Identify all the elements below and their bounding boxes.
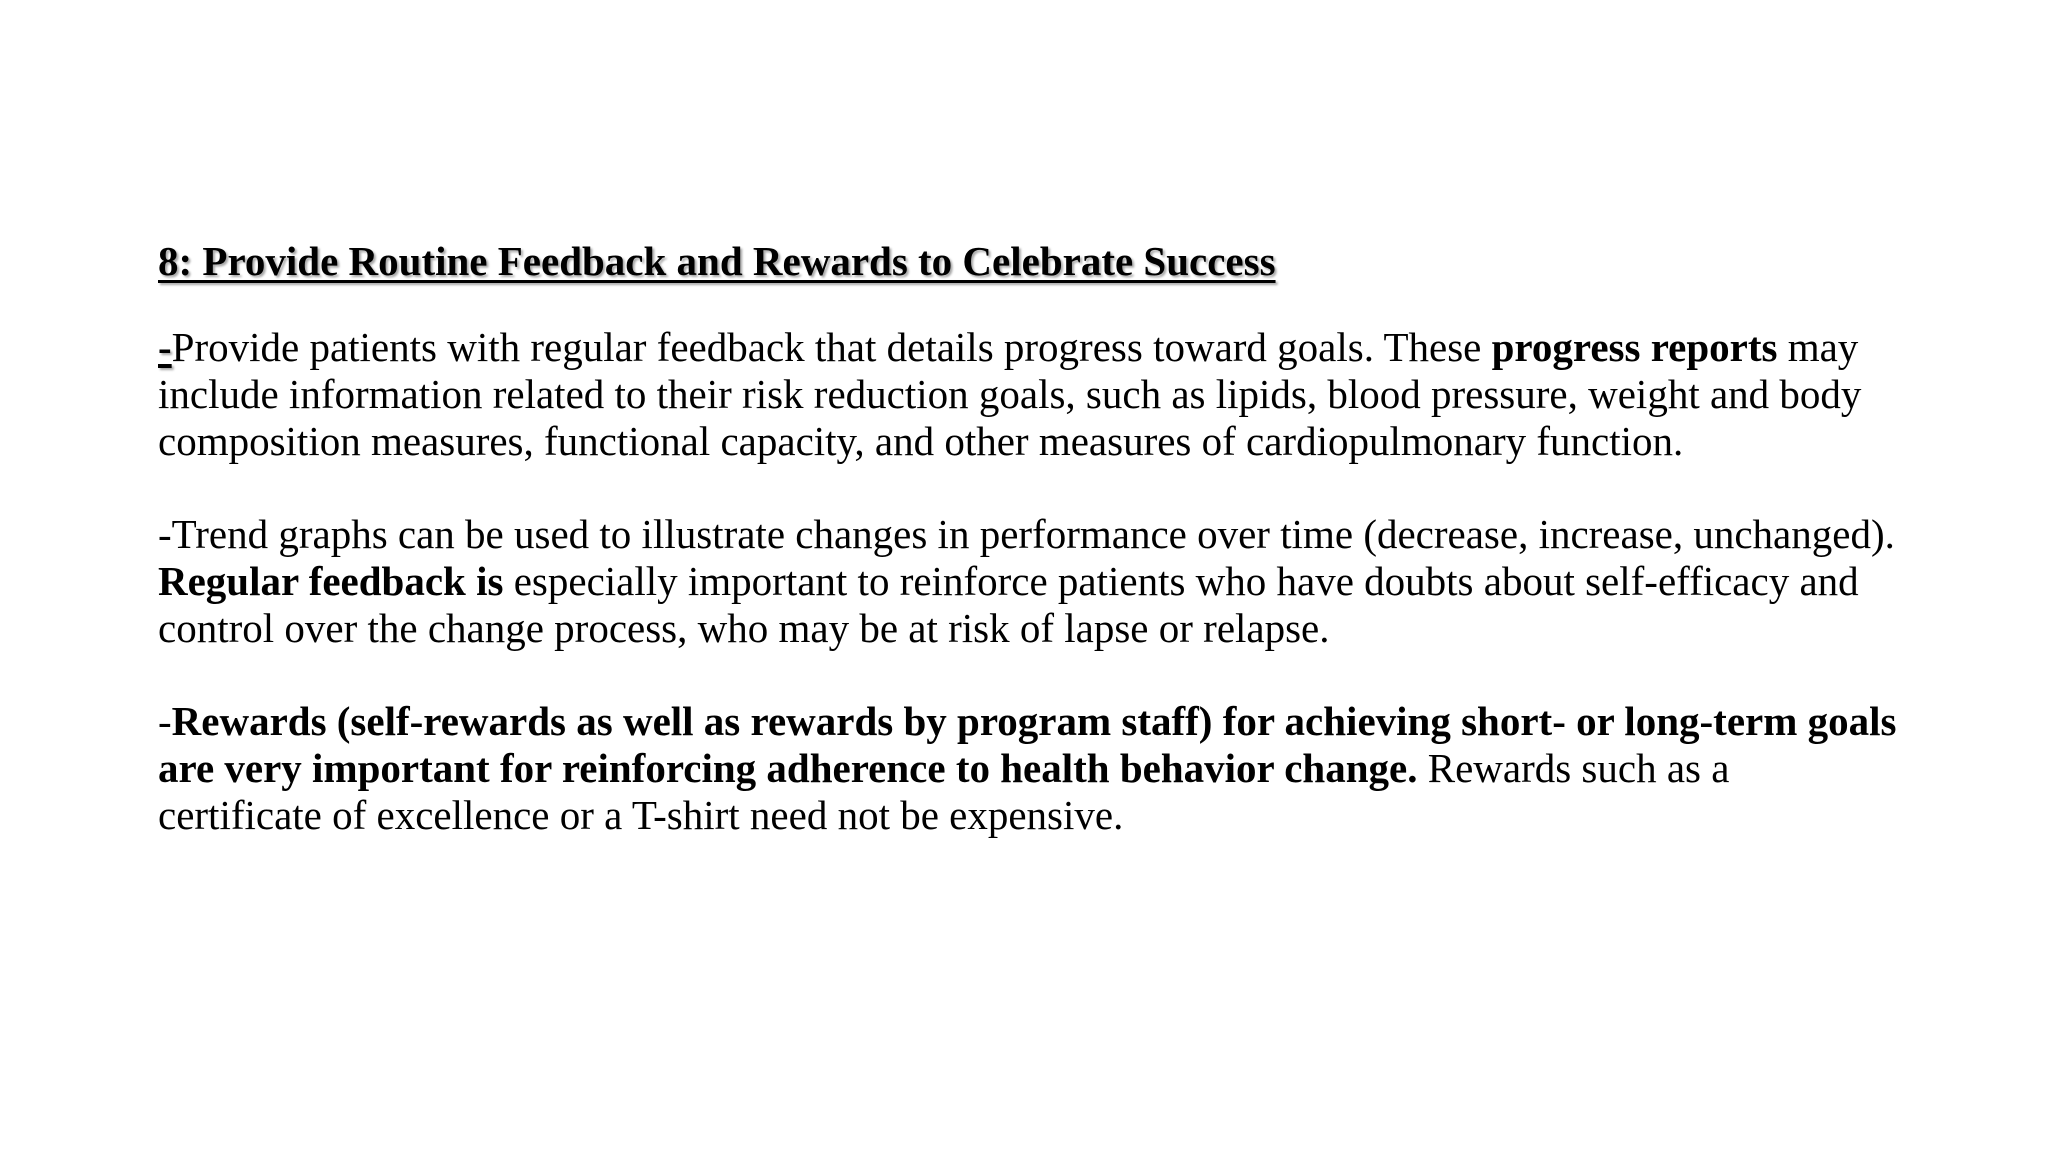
slide-heading: 8: Provide Routine Feedback and Rewards to Celebrate Success <box>158 238 1276 284</box>
paragraph-text: especially important to reinforce patients who have doubts about self-efficacy and control over the change process, who may be at risk of lapse or relapse. <box>158 558 1859 651</box>
paragraph-text: may include information related to their risk reduction goals, such as lipids, blood pressure, weight and body composition measures, functional capacity, and other measures of cardiopulmonary function. <box>158 324 1862 464</box>
slide-content <box>158 232 1898 839</box>
bullet-dash: - <box>158 324 172 370</box>
paragraph-progress-reports <box>158 324 1898 465</box>
bold-phrase: Regular feedback is <box>158 558 504 604</box>
paragraph-text: -Trend graphs can be used to illustrate changes in performance over time (decrease, increase, unchanged). <box>158 511 1895 557</box>
paragraph-rewards <box>158 698 1898 839</box>
paragraph-trend-graphs <box>158 511 1898 652</box>
bold-phrase: Rewards (self-rewards as well as rewards by program staff) for achieving short- or long-term goals are very important for reinforcing adherence to health behavior change. <box>158 698 1897 791</box>
bullet-dash: - <box>158 698 172 744</box>
bold-phrase: progress reports <box>1491 324 1778 370</box>
paragraph-text: Provide patients with regular feedback that details progress toward goals. These <box>171 324 1492 370</box>
paragraph-text: Rewards such as a certificate of excellence or a T-shirt need not be expensive. <box>158 745 1730 838</box>
